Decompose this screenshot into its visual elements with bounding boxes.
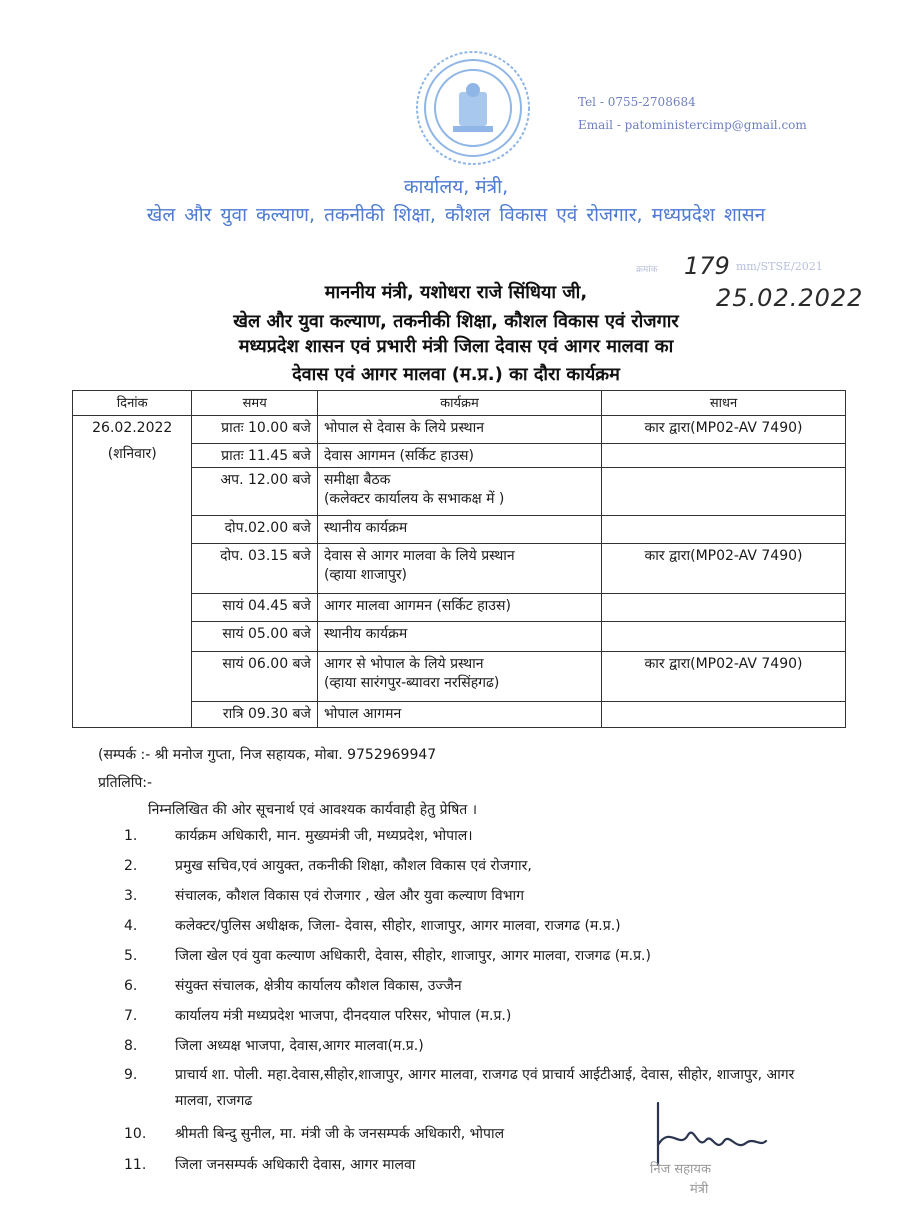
program-cell — [317, 444, 601, 468]
date-value: 26.02.2022 — [92, 420, 173, 436]
title-line-4: देवास एवं आगर मालवा (म.प्र.) का दौरा कार्यक्रम — [292, 364, 620, 385]
time-cell: सायं 05.00 बजे — [192, 622, 317, 652]
kramank-suffix: mm/STSE/2021 — [736, 260, 823, 273]
program-cell — [317, 416, 601, 444]
day-value: (शनिवार) — [107, 446, 157, 462]
copy-number: 5. — [124, 948, 138, 964]
time-cell: सायं 06.00 बजे — [192, 652, 317, 702]
program-subtext: (व्हाया शाजापुर) — [323, 567, 408, 583]
means-cell — [602, 468, 846, 516]
copy-number: 9. — [124, 1067, 138, 1083]
means-cell — [602, 516, 846, 544]
title-line-2: खेल और युवा कल्याण, तकनीकी शिक्षा, कौशल विकास एवं रोजगार — [233, 311, 679, 332]
program-text: आगर मालवा आगमन (सर्किट हाउस) — [323, 598, 511, 614]
header-time: समय — [192, 391, 317, 416]
copy-number: 2. — [124, 858, 138, 874]
table-row — [73, 416, 846, 444]
time-cell: अप. 12.00 बजे — [192, 468, 317, 516]
header-date: दिनांक — [73, 391, 192, 416]
time-cell: प्रातः 10.00 बजे — [192, 416, 317, 444]
program-text: भोपाल से देवास के लिये प्रस्थान — [323, 420, 484, 436]
copy-number: 1. — [124, 828, 138, 844]
copy-recipient: जिला खेल एवं युवा कल्याण अधिकारी, देवास, सीहोर, शाजापुर, आगर मालवा, राजगढ (म.प्र.) — [175, 948, 651, 964]
program-cell — [317, 622, 601, 652]
program-text: देवास आगमन (सर्किट हाउस) — [323, 448, 474, 464]
copy-recipient: प्रमुख सचिव,एवं आयुक्त, तकनीकी शिक्षा, कौशल विकास एवं रोजगार, — [175, 858, 532, 874]
title-line-1: माननीय मंत्री, यशोधरा राजे सिंधिया जी, — [324, 282, 588, 303]
copy-recipient: कार्यक्रम अधिकारी, मान. मुख्यमंत्री जी, मध्यप्रदेश, भोपाल। — [175, 828, 473, 844]
copy-number: 3. — [124, 888, 138, 904]
time-cell: सायं 04.45 बजे — [192, 594, 317, 622]
stamp-line-1: निज सहायक — [650, 1162, 711, 1177]
stamp-line-2: मंत्री — [690, 1182, 709, 1197]
header-program: कार्यक्रम — [317, 391, 601, 416]
program-text: स्थानीय कार्यक्रम — [323, 520, 408, 536]
handwritten-date: 25.02.2022 — [716, 284, 864, 312]
office-line-1: कार्यालय, मंत्री, — [403, 176, 509, 198]
time-cell: दोप. 03.15 बजे — [192, 544, 317, 594]
program-cell — [317, 516, 601, 544]
copy-number: 7. — [124, 1008, 138, 1024]
time-cell: प्रातः 11.45 बजे — [192, 444, 317, 468]
copy-recipient: कलेक्टर/पुलिस अधीक्षक, जिला- देवास, सीहोर, शाजापुर, आगर मालवा, राजगढ (म.प्र.) — [175, 918, 621, 934]
email-address: Email - patoministercimp@gmail.com — [578, 118, 807, 132]
means-cell — [602, 594, 846, 622]
telephone-number: Tel - 0755-2708684 — [578, 95, 696, 109]
table-header-row — [73, 391, 846, 416]
copy-number: 10. — [124, 1126, 147, 1142]
copy-recipient: श्रीमती बिन्दु सुनील, मा. मंत्री जी के जनसम्पर्क अधिकारी, भोपाल — [175, 1126, 505, 1142]
copy-number: 8. — [124, 1038, 138, 1054]
copy-recipient: जिला अध्यक्ष भाजपा, देवास,आगर मालवा(म.प्र.) — [175, 1038, 424, 1054]
contact-line: (सम्पर्क :- श्री मनोज गुप्ता, निज सहायक, मोबा. 9752969947 — [98, 747, 437, 763]
header-means: साधन — [602, 391, 846, 416]
copy-recipient: संयुक्त संचालक, क्षेत्रीय कार्यालय कौशल विकास, उज्जैन — [175, 978, 462, 994]
program-text: स्थानीय कार्यक्रम — [323, 626, 408, 642]
copy-recipient: प्राचार्य शा. पोली. महा.देवास,सीहोर,शाजापुर, आगर मालवा, राजगढ एवं प्राचार्य आईटीआई, देवास, सीहोर, शाजापुर, आगर मालवा, राजगढ — [175, 1067, 795, 1109]
program-subtext: (कलेक्टर कार्यालय के सभाकक्ष में ) — [323, 491, 505, 507]
date-cell — [73, 416, 192, 728]
time-cell: रात्रि 09.30 बजे — [192, 702, 317, 728]
title-line-3: मध्यप्रदेश शासन एवं प्रभारी मंत्री जिला देवास एवं आगर मालवा का — [238, 336, 674, 357]
time-cell: दोप.02.00 बजे — [192, 516, 317, 544]
copy-number: 6. — [124, 978, 138, 994]
copy-number: 4. — [124, 918, 138, 934]
copy-intro: निम्नलिखित की ओर सूचनार्थ एवं आवश्यक कार्यवाही हेतु प्रेषित । — [148, 802, 478, 818]
copy-recipient: संचालक, कौशल विकास एवं रोजगार , खेल और युवा कल्याण विभाग — [175, 888, 525, 904]
program-cell — [317, 468, 601, 516]
program-subtext: (व्हाया सारंगपुर-ब्यावरा नरसिंहगढ) — [323, 675, 500, 691]
copy-number: 11. — [124, 1157, 147, 1173]
means-cell: कार द्वारा(MP02-AV 7490) — [602, 416, 846, 444]
means-cell — [602, 702, 846, 728]
means-cell — [602, 444, 846, 468]
copy-recipient: जिला जनसम्पर्क अधिकारी देवास, आगर मालवा — [175, 1157, 416, 1173]
copy-heading: प्रतिलिपि:- — [98, 775, 153, 791]
program-cell — [317, 652, 601, 702]
official-stamp — [630, 1160, 711, 1200]
program-cell — [317, 702, 601, 728]
copy-recipient: कार्यालय मंत्री मध्यप्रदेश भाजपा, दीनदयाल परिसर, भोपाल (म.प्र.) — [175, 1008, 512, 1024]
means-cell — [602, 622, 846, 652]
kramank-number: 179 — [684, 252, 730, 280]
program-text: देवास से आगर मालवा के लिये प्रस्थान — [323, 548, 515, 564]
program-cell — [317, 544, 601, 594]
kramank-label: क्रमांक — [636, 265, 658, 275]
schedule-table — [72, 390, 846, 728]
means-cell: कार द्वारा(MP02-AV 7490) — [602, 652, 846, 702]
mp-government-emblem — [413, 48, 533, 168]
program-text: आगर से भोपाल के लिये प्रस्थान — [323, 656, 484, 672]
program-text: भोपाल आगमन — [323, 706, 402, 722]
office-line-2: खेल और युवा कल्याण, तकनीकी शिक्षा, कौशल विकास एवं रोजगार, मध्यप्रदेश शासन — [146, 204, 766, 226]
means-cell: कार द्वारा(MP02-AV 7490) — [602, 544, 846, 594]
program-text: समीक्षा बैठक — [323, 472, 391, 488]
program-cell — [317, 594, 601, 622]
